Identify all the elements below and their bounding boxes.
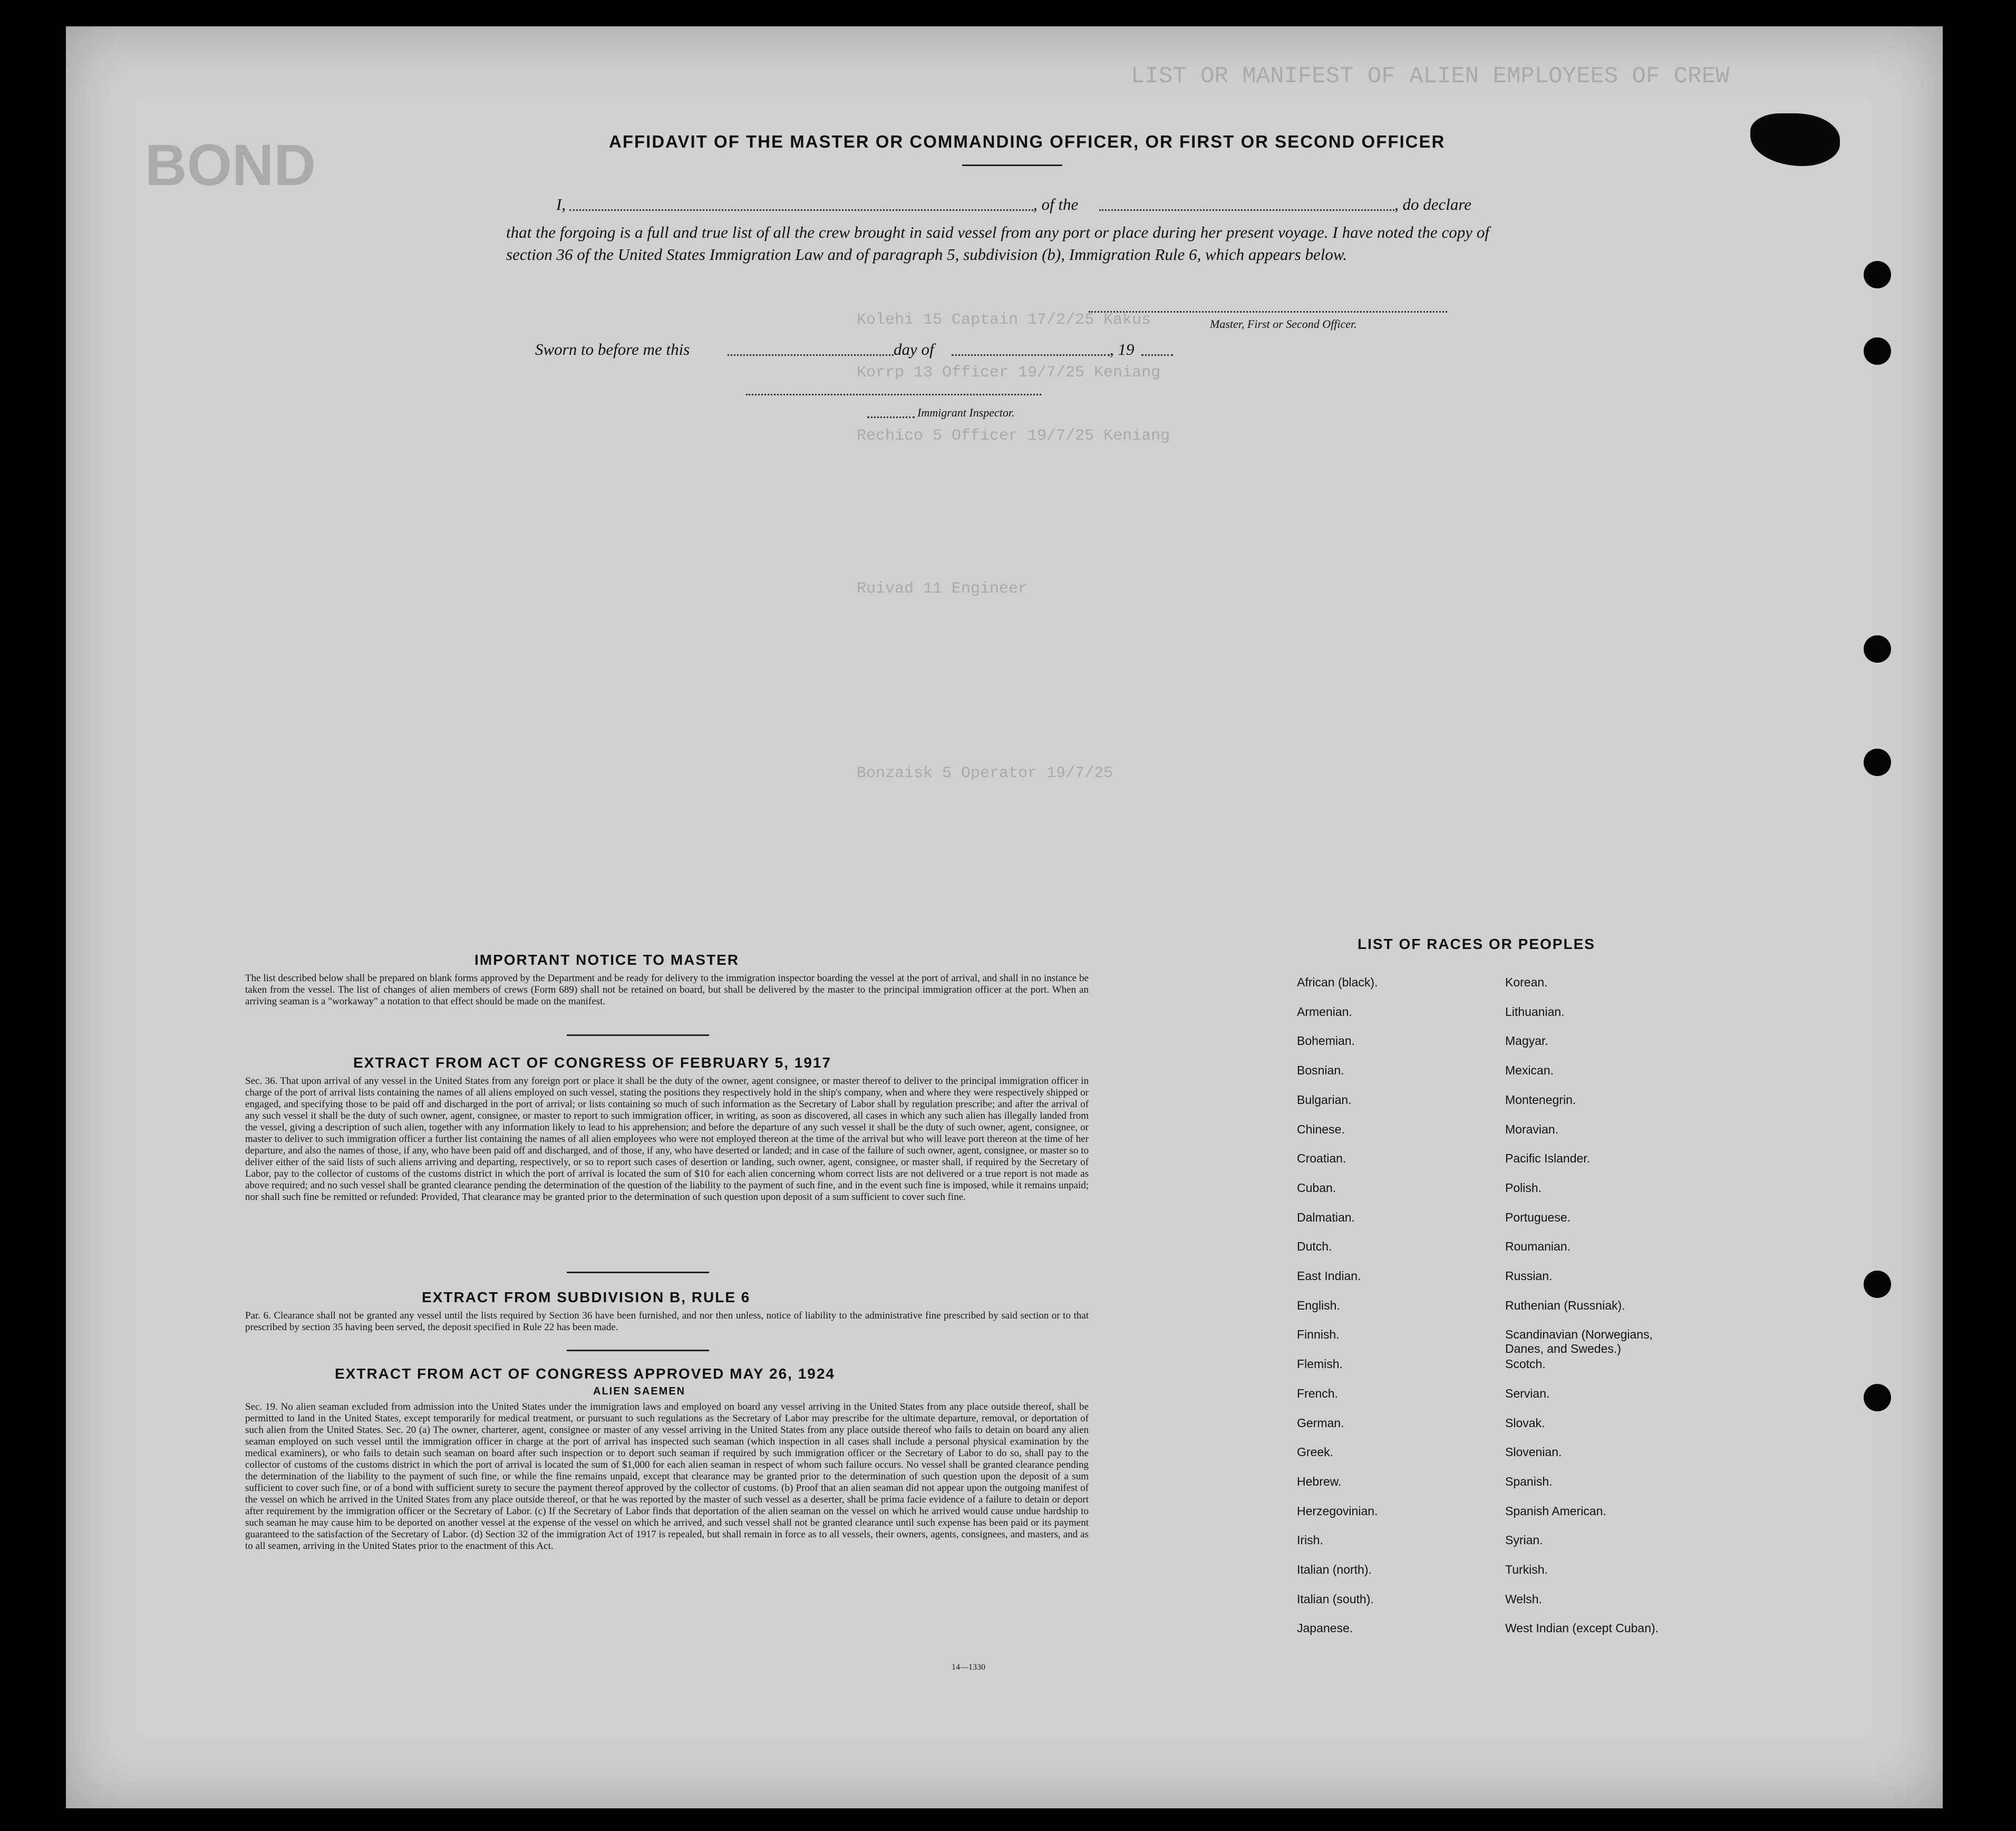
race-item: Spanish. [1505, 1474, 1553, 1488]
binder-hole [1864, 749, 1891, 776]
race-item: Dalmatian. [1297, 1210, 1355, 1224]
extract-1924-title: EXTRACT FROM ACT OF CONGRESS APPROVED MAY 26, 1924 [335, 1365, 835, 1382]
race-item: Croatian. [1297, 1151, 1346, 1166]
sworn-year-field[interactable] [1141, 354, 1173, 356]
form-number: 14—1330 [952, 1663, 985, 1672]
race-item: Magyar. [1505, 1034, 1548, 1048]
sworn-day-field[interactable] [728, 354, 894, 356]
master-signature-label: Master, First or Second Officer. [1210, 317, 1357, 331]
divider [567, 1034, 709, 1036]
race-item: Ruthenian (Russniak). [1505, 1298, 1625, 1312]
binder-hole [1864, 1384, 1891, 1411]
race-item: East Indian. [1297, 1269, 1361, 1283]
race-item: Korean. [1505, 975, 1548, 989]
binder-hole [1864, 337, 1891, 365]
extract-rule6-text: Par. 6. Clearance shall not be granted any vessel until the lists required by Section 36 have been furnished, and nor then unless, notice of liability to the administrative fine prescribed by said section or to that prescribed by section 35 having been served, the deposit specified in Rule 22 has been made. [245, 1310, 1089, 1333]
race-item: Slovak. [1505, 1416, 1545, 1430]
inspector-signature-field[interactable] [746, 394, 1041, 395]
affidavit-i-label: I, [556, 195, 566, 214]
affidavit-of-the-label: , of the [1033, 195, 1079, 214]
extract-rule6-title: EXTRACT FROM SUBDIVISION B, RULE 6 [422, 1289, 751, 1305]
race-item: Servian. [1505, 1386, 1550, 1400]
race-item: Greek. [1297, 1445, 1334, 1459]
divider [567, 1350, 709, 1351]
binder-hole [1864, 261, 1891, 288]
bleed-through-text: Kolehi 15 Captain 17/2/25 Kakus [857, 311, 1151, 329]
race-item: Scandinavian (Norwegians, Danes, and Swedes.) [1505, 1328, 1653, 1356]
race-item: Russian. [1505, 1269, 1553, 1283]
divider [567, 1272, 709, 1273]
affidavit-title: AFFIDAVIT OF THE MASTER OR COMMANDING OFFICER, OR FIRST OR SECOND OFFICER [609, 132, 1446, 151]
binder-hole [1864, 1271, 1891, 1298]
notice-text: The list described below shall be prepared on blank forms approved by the Department and be ready for delivery to the immigration inspector boarding the vessel at the port of arrival, and shall in no instance be taken from the vessel. The list of changes of alien members of crews (Form 689) shall not be retained on board, but shall be delivered by the master to the principal immigration officer at the port. When an arriving seaman is a "workaway" a notation to that effect should be made on the manifest. [245, 973, 1089, 1007]
document-sheet [66, 26, 1943, 1808]
race-item: Syrian. [1505, 1533, 1543, 1547]
race-item: Armenian. [1297, 1004, 1352, 1019]
race-item: Roumanian. [1505, 1239, 1571, 1254]
race-item: Japanese. [1297, 1621, 1353, 1635]
race-item: Pacific Islander. [1505, 1151, 1591, 1166]
race-item: Chinese. [1297, 1122, 1345, 1136]
binder-hole [1864, 635, 1891, 663]
extract-1917-title: EXTRACT FROM ACT OF CONGRESS OF FEBRUARY 5, 1917 [353, 1054, 832, 1071]
extract-1924-text: Sec. 19. No alien seaman excluded from admission into the United States under the immigration laws and employed on board any vessel arriving in the United States from any place outside thereof, shall be permitted to land in the United States, except temporarily for medical treatment, or pursuant to such regulations as the Secretary of Labor may prescribe for the ultimate departure, removal, or deportation of such alien from the United States. Sec. 20 (a) The owner, charterer, agent, consignee or master of any vessel arriving in the United States from any place outside thereof who fails to detain on board any alien seaman employed on such vessel until the immigration officer in charge at the port of arrival has inspected such seaman (which inspection in all cases shall include a personal physical examination by the medical examiners), or who fails to detain such seaman on board after such inspection or to deport such seaman if required by such immigration officer or the Secretary of Labor to do so, shall pay to the collector of customs of the customs district in which the port of arrival is located the sum of $1,000 for each alien seaman in respect of whom such failure occurs. No vessel shall be granted clearance pending the determination of the liability to the payment of such fine, or while the fine remains unpaid, except that clearance may be granted prior to the determination of such question upon the deposit of a sum sufficient to cover such fine, or of a bond with sufficient surety to secure the payment thereof approved by the collector of customs. (b) Proof that an alien seaman did not appear upon the outgoing manifest of the vessel on which he arrived in the United States from any place outside thereof, or that he was reported by the master of such vessel as a deserter, shall be prima facie evidence of a failure to detain or deport after requirement by the immigration officer or the Secretary of Labor. (c) If the Secretary of Labor finds that deportation of the alien seaman on the vessel on which he arrived would cause undue hardship to such seaman he may cause him to be deported on another vessel at the expense of the vessel on which he arrived, and such vessel shall not be granted clearance until such expense has been paid or its payment guaranteed to the satisfaction of the Secretary of Labor. (d) Section 32 of the immigration Act of 1917 is repealed, but shall remain in force as to all vessels, their owners, agents, consignees, and masters, and as to all seamen, arriving in the United States prior to the enactment of this Act. [245, 1401, 1089, 1552]
race-item: French. [1297, 1386, 1338, 1400]
inspector-short-line [867, 416, 915, 418]
vessel-name-field[interactable] [1099, 209, 1394, 211]
race-item: African (black). [1297, 975, 1378, 989]
race-item: Mexican. [1505, 1063, 1554, 1078]
race-item: Slovenian. [1505, 1445, 1562, 1459]
race-item: Hebrew. [1297, 1474, 1342, 1488]
race-item: Bosnian. [1297, 1063, 1344, 1078]
extract-1924-subtitle: ALIEN SAEMEN [593, 1386, 686, 1397]
race-item: English. [1297, 1298, 1340, 1312]
master-name-field[interactable] [569, 209, 1033, 211]
race-item: Scotch. [1505, 1357, 1546, 1371]
affidavit-body: that the forgoing is a full and true list of all the crew brought in said vessel from any port or place during her present voyage. I have noted the copy of section 36 of the United States Immigration Law and of paragraph 5, subdivision (b), Immigration Rule 6, which appears below. [506, 223, 1489, 264]
bleed-through-text: Ruivad 11 Engineer [857, 580, 1028, 598]
divider [962, 164, 1062, 166]
bleed-through-text: Rechico 5 Officer 19/7/25 Keniang [857, 427, 1170, 445]
inspector-label: Immigrant Inspector. [917, 406, 1015, 419]
race-item: Cuban. [1297, 1180, 1336, 1195]
extract-1917-text: Sec. 36. That upon arrival of any vessel in the United States from any foreign port or place it shall be the duty of the owner, agent consignee, or master thereof to deliver to the principal immigration officer in charge of the port of arrival lists containing the names of all aliens employed on such vessel, stating the positions they respectively hold in the ship's company, when and where they were respectively shipped or engaged, and specifying those to be paid off and discharged in the port of arrival; or lists containing so much of such information as the Secretary of Labor shall by regulation prescribe; and after the arrival of any such vessel it shall be the duty of such owner, agent, consignee, or master to report to such immigration officer, in writing, as soon as discovered, all cases in which any such alien has illegally landed from the vessel, giving a description of such alien, together with any information likely to lead to his apprehension; and before the departure of any such vessel it shall be the duty of such owner, agent, consignee, or master to deliver to such immigration officer a further list containing the names of all alien employees who were not employed thereon at the time of the arrival but who will leave port thereon at the time of her departure, and also the names of those, if any, who have been paid off and discharged, and of those, if any, who have deserted or landed; and in case of the failure of such owner, agent, consignee, or master so to deliver either of the said lists of such aliens arriving and departing, respectively, or so to report such cases of desertion or landing, such owner, agent, consignee, or master shall, if required by the Secretary of Labor, pay to the collector of customs of the customs district in which the port of arrival is located the sum of $10 for each alien concerning whom correct lists are not delivered or a true report is not made as above required; and no such vessel shall be granted clearance pending the determination of the question of the liability to the payment of such fine, and in the event such fine is imposed, while it remains unpaid; nor shall such fine be remitted or refunded: Provided, That clearance may be granted prior to the determination of such question upon deposit of a sum sufficient to cover such fine. [245, 1076, 1089, 1203]
day-of-label: day of [894, 340, 934, 359]
bleed-through-text: Korrp 13 Officer 19/7/25 Keniang [857, 364, 1161, 382]
bleed-through-stamp: BOND [145, 133, 316, 198]
race-item: German. [1297, 1416, 1344, 1430]
race-item: Herzegovinian. [1297, 1504, 1378, 1518]
race-item: Portuguese. [1505, 1210, 1571, 1224]
race-item: Finnish. [1297, 1328, 1340, 1342]
race-item: Bohemian. [1297, 1034, 1355, 1048]
notice-title: IMPORTANT NOTICE TO MASTER [474, 952, 740, 968]
race-item: Italian (north). [1297, 1563, 1372, 1576]
race-item: Bulgarian. [1297, 1092, 1352, 1107]
race-item: Moravian. [1505, 1122, 1558, 1136]
bleed-through-text: LIST OR MANIFEST OF ALIEN EMPLOYEES OF CREW [1131, 63, 1730, 90]
bleed-through-text: Bonzaisk 5 Operator 19/7/25 [857, 764, 1113, 782]
race-item: Lithuanian. [1505, 1004, 1565, 1019]
year-label: , 19 [1110, 340, 1135, 359]
master-signature-field[interactable] [1089, 311, 1447, 313]
race-item: Flemish. [1297, 1357, 1343, 1371]
race-item: Spanish American. [1505, 1504, 1606, 1518]
affidavit-declare-label: , do declare [1394, 195, 1472, 214]
race-item: Italian (south). [1297, 1592, 1374, 1606]
race-item: Dutch. [1297, 1239, 1332, 1254]
race-item: Montenegrin. [1505, 1092, 1576, 1107]
sworn-label: Sworn to before me this [535, 340, 690, 359]
races-title: LIST OF RACES OR PEOPLES [1358, 936, 1595, 952]
sworn-month-field[interactable] [952, 354, 1110, 356]
race-item: West Indian (except Cuban). [1505, 1621, 1659, 1635]
race-item: Irish. [1297, 1533, 1323, 1547]
race-item: Welsh. [1505, 1592, 1542, 1606]
race-item: Polish. [1505, 1180, 1542, 1195]
race-item: Turkish. [1505, 1563, 1548, 1576]
